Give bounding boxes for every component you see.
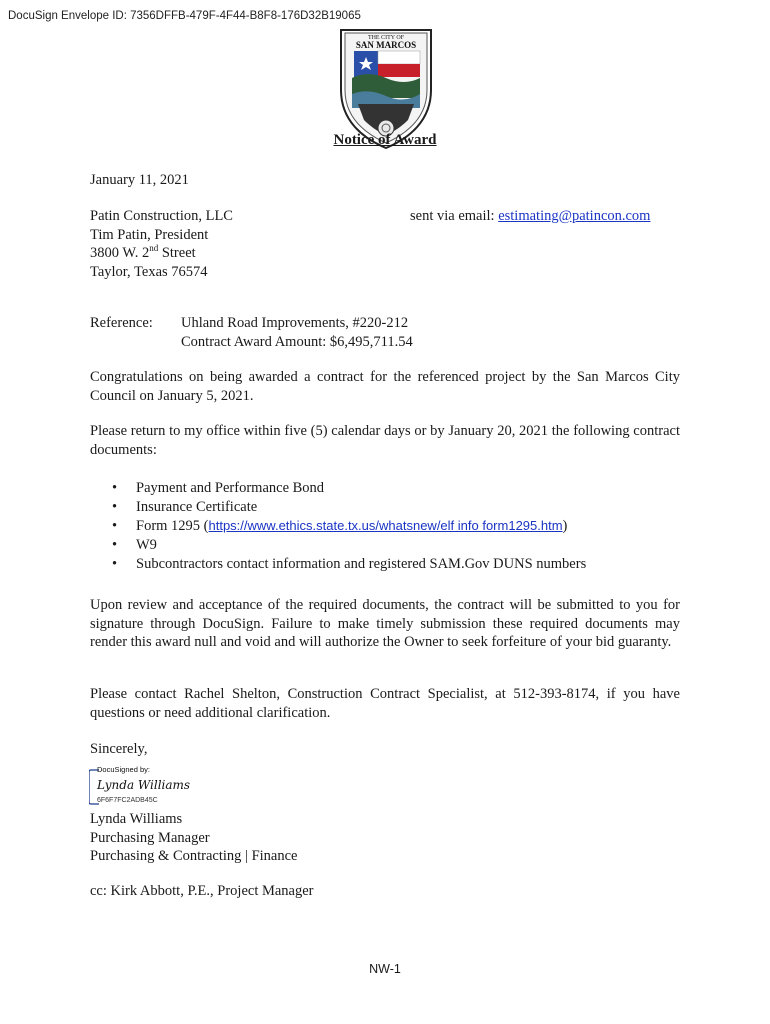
sent-via-email [410,207,650,226]
paragraph-review-acceptance: Upon review and acceptance of the required documents, the contract will be submitted to you for signature through DocuSign. Failure to make timely submission these required documents may render this award null and void and will authorize the Owner to seek forfeiture of your bid guaranty. [90,597,680,650]
paragraph-congratulations: Congratulations on being awarded a contract for the referenced project by the San Marcos City Council on January 5, 2021. [90,369,680,404]
recipient-address [90,207,390,281]
form-1295-link[interactable]: https://www.ethics.state.tx.us/whatsnew/elf info form1295.htm [208,518,563,533]
recipient-company: Patin Construction, LLC [90,208,233,224]
reference-project: Uhland Road Improvements, #220-212 [181,315,409,331]
list-item: • Payment and Performance Bond [112,480,325,496]
seal-top-text: THE CITY OF [367,35,405,41]
email-link[interactable]: estimating@patincon.com [498,208,651,224]
required-documents-list [90,479,690,574]
recipient-city: Taylor, Texas 76574 [90,263,208,280]
docusign-envelope-id: DocuSign Envelope ID: 7356DFFB-479F-4F44-B8F8-176D32B19065 [8,10,361,22]
seal-name-text: SAN MARCOS [355,40,417,50]
list-item: • W9 [112,537,157,553]
recipient-contact: Tim Patin, President [90,226,209,243]
reference-details [181,314,413,351]
docusign-signature-block [89,767,219,807]
reference-amount: Contract Award Amount: $6,495,711.54 [181,333,413,350]
page-number: NW-1 [369,962,401,976]
signer-title: Purchasing Manager [90,829,210,846]
document-title: Notice of Award [333,132,437,148]
list-item: • Subcontractors contact information and registered SAM.Gov DUNS numbers [112,556,587,572]
closing-salutation: Sincerely, [90,741,148,757]
signer-name: Lynda Williams [90,811,183,827]
docusign-code: 6F6F7FC2ADB45C [97,797,158,804]
list-item: • Insurance Certificate [112,499,258,515]
handwritten-signature: Lynda Williams [97,778,191,792]
sent-via-label: sent via email: [410,208,499,224]
docusign-header: DocuSigned by: [97,765,150,774]
paragraph-return-documents: Please return to my office within five (5) calendar days or by January 20, 2021 the following contract documents: [90,423,680,458]
list-item: • Form 1295 (https://www.ethics.state.tx.us/whatsnew/elf info form1295.htm) [112,518,568,534]
paragraph-contact: Please contact Rachel Shelton, Construction Contract Specialist, at 512-393-8174, if you have questions or need additional clarification. [90,686,680,721]
letter-date: January 11, 2021 [90,172,189,188]
signer-block [90,810,297,866]
recipient-street: 3800 W. 2nd Street [90,243,196,261]
signer-department: Purchasing & Contracting | Finance [90,848,298,864]
cc-line: cc: Kirk Abbott, P.E., Project Manager [90,883,314,899]
reference-label: Reference: [90,315,153,331]
